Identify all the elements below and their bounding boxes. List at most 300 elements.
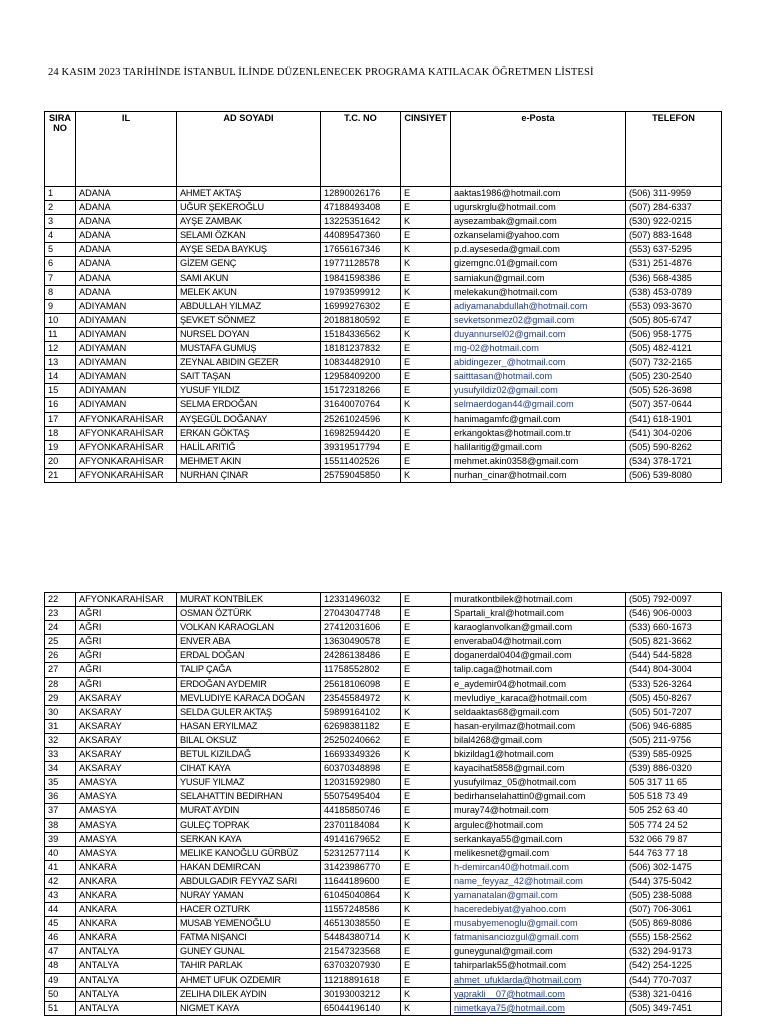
- tc-no-cell: 11644189600: [321, 874, 401, 888]
- tc-no-cell: 18181237832: [321, 342, 401, 356]
- telefon-cell: 505 518 73 49: [626, 790, 722, 804]
- tc-no-cell: 60370348898: [321, 762, 401, 776]
- il-cell: AMASYA: [76, 832, 177, 846]
- table-row: [45, 593, 722, 607]
- cinsiyet-cell: E: [401, 593, 451, 607]
- sira-no-cell: 17: [45, 412, 76, 426]
- table-row: [45, 888, 722, 902]
- tc-no-cell: 25261024596: [321, 412, 401, 426]
- il-cell: ANTALYA: [76, 987, 177, 1001]
- telefon-cell: (541) 304-0206: [626, 426, 722, 440]
- header-sira-no: SIRA NO: [45, 112, 76, 187]
- table-row: [45, 677, 722, 691]
- il-cell: AĞRI: [76, 621, 177, 635]
- email-cell: serkankaya55@gmail.com: [451, 832, 626, 846]
- table-row: [45, 719, 722, 733]
- cinsiyet-cell: E: [401, 229, 451, 243]
- tc-no-cell: 31640070764: [321, 398, 401, 412]
- telefon-cell: (505) 501-7207: [626, 705, 722, 719]
- email-cell: yusufyilmaz_05@hotmail.com: [451, 776, 626, 790]
- il-cell: AKSARAY: [76, 748, 177, 762]
- header-telefon: TELEFON: [626, 112, 722, 187]
- telefon-cell: (505) 349-7451: [626, 1001, 722, 1015]
- cinsiyet-cell: E: [401, 426, 451, 440]
- email-cell: tahirparlak55@hotmail.com: [451, 959, 626, 973]
- tc-no-cell: 17656167346: [321, 243, 401, 257]
- cinsiyet-cell: E: [401, 860, 451, 874]
- ad-soyadi-cell: VOLKAN KARAOGLAN: [177, 621, 321, 635]
- table-row: [45, 818, 722, 832]
- telefon-cell: (505) 230-2540: [626, 370, 722, 384]
- cinsiyet-cell: K: [401, 412, 451, 426]
- ad-soyadi-cell: NURSEL DOYAN: [177, 327, 321, 341]
- cinsiyet-cell: E: [401, 649, 451, 663]
- telefon-cell: (505) 821-3662: [626, 635, 722, 649]
- ad-soyadi-cell: ERKAN GÖKTAŞ: [177, 426, 321, 440]
- telefon-cell: (536) 568-4385: [626, 271, 722, 285]
- tc-no-cell: 15172318266: [321, 384, 401, 398]
- telefon-cell: (539) 886-0320: [626, 762, 722, 776]
- email-cell: erkangoktas@hotmail.com.tr: [451, 426, 626, 440]
- sira-no-cell: 35: [45, 776, 76, 790]
- sira-no-cell: 18: [45, 426, 76, 440]
- ad-soyadi-cell: BILAL OKSUZ: [177, 733, 321, 747]
- ad-soyadi-cell: MEVLUDIYE KARACA DOĞAN: [177, 691, 321, 705]
- cinsiyet-cell: E: [401, 762, 451, 776]
- tc-no-cell: 19793599912: [321, 285, 401, 299]
- table-row: [45, 874, 722, 888]
- email-cell[interactable]: selmaerdogan44@gmail.com: [451, 398, 626, 412]
- table-row: [45, 860, 722, 874]
- sira-no-cell: 30: [45, 705, 76, 719]
- sira-no-cell: 41: [45, 860, 76, 874]
- cinsiyet-cell: K: [401, 398, 451, 412]
- cinsiyet-cell: E: [401, 776, 451, 790]
- ad-soyadi-cell: SELAMI ÖZKAN: [177, 229, 321, 243]
- ad-soyadi-cell: AYŞE ZAMBAK: [177, 215, 321, 229]
- ad-soyadi-cell: NURHAN ÇINAR: [177, 468, 321, 482]
- sira-no-cell: 14: [45, 370, 76, 384]
- page-title: 24 KASIM 2023 TARİHİNDE İSTANBUL İLİNDE DÜZENLENECEK PROGRAMA KATILACAK ÖĞRETMEN LİSTESİ: [48, 67, 594, 78]
- il-cell: ADANA: [76, 215, 177, 229]
- table-row: [45, 187, 722, 201]
- sira-no-cell: 32: [45, 733, 76, 747]
- ad-soyadi-cell: AYŞE SEDA BAYKUŞ: [177, 243, 321, 257]
- telefon-cell: (506) 946-6885: [626, 719, 722, 733]
- email-cell[interactable]: mg-02@hotmail.com: [451, 342, 626, 356]
- email-cell[interactable]: sevketsonmez02@gmail.com: [451, 313, 626, 327]
- sira-no-cell: 21: [45, 468, 76, 482]
- table-row: [45, 903, 722, 917]
- table-row: [45, 832, 722, 846]
- ad-soyadi-cell: BETUL KIZILDAĞ: [177, 748, 321, 762]
- table-row: [45, 733, 722, 747]
- email-cell[interactable]: fatmanisanciozgul@gmail.com: [451, 931, 626, 945]
- sira-no-cell: 27: [45, 663, 76, 677]
- email-cell[interactable]: name_feyyaz_42@hotmail.com: [451, 874, 626, 888]
- cinsiyet-cell: K: [401, 215, 451, 229]
- table-row: [45, 931, 722, 945]
- email-cell[interactable]: saitttasan@hotmail.com: [451, 370, 626, 384]
- il-cell: AFYONKARAHİSAR: [76, 454, 177, 468]
- cinsiyet-cell: E: [401, 621, 451, 635]
- telefon-cell: (538) 321-0416: [626, 987, 722, 1001]
- ad-soyadi-cell: MELIKE KANOĞLU GÜRBÜZ: [177, 846, 321, 860]
- sira-no-cell: 43: [45, 888, 76, 902]
- sira-no-cell: 19: [45, 440, 76, 454]
- email-cell[interactable]: ahmet_ufuklarda@hotmail.com: [451, 973, 626, 987]
- ad-soyadi-cell: ERDOĞAN AYDEMIR: [177, 677, 321, 691]
- ad-soyadi-cell: FATMA NIŞANCI: [177, 931, 321, 945]
- il-cell: ADIYAMAN: [76, 342, 177, 356]
- ad-soyadi-cell: ŞEVKET SÖNMEZ: [177, 313, 321, 327]
- ad-soyadi-cell: MURAT AYDIN: [177, 804, 321, 818]
- tc-no-cell: 47188493408: [321, 201, 401, 215]
- table-row: [45, 257, 722, 271]
- il-cell: ANTALYA: [76, 945, 177, 959]
- table-row: [45, 215, 722, 229]
- ad-soyadi-cell: SELAHATTIN BEDIRHAN: [177, 790, 321, 804]
- sira-no-cell: 44: [45, 903, 76, 917]
- telefon-cell: (505) 869-8086: [626, 917, 722, 931]
- cinsiyet-cell: E: [401, 733, 451, 747]
- cinsiyet-cell: E: [401, 271, 451, 285]
- ad-soyadi-cell: SAIT TAŞAN: [177, 370, 321, 384]
- sira-no-cell: 10: [45, 313, 76, 327]
- email-cell: melikesnet@gmail.com: [451, 846, 626, 860]
- telefon-cell: (505) 590-8262: [626, 440, 722, 454]
- sira-no-cell: 7: [45, 271, 76, 285]
- sira-no-cell: 51: [45, 1001, 76, 1015]
- ad-soyadi-cell: NIGMET KAYA: [177, 1001, 321, 1015]
- tc-no-cell: 10834482910: [321, 356, 401, 370]
- tc-no-cell: 23545584972: [321, 691, 401, 705]
- il-cell: ADIYAMAN: [76, 327, 177, 341]
- il-cell: AFYONKARAHİSAR: [76, 468, 177, 482]
- tc-no-cell: 62698381182: [321, 719, 401, 733]
- telefon-cell: 532 066 79 87: [626, 832, 722, 846]
- ad-soyadi-cell: YUSUF YILMAZ: [177, 776, 321, 790]
- sira-no-cell: 42: [45, 874, 76, 888]
- table-row: [45, 370, 722, 384]
- cinsiyet-cell: E: [401, 187, 451, 201]
- cinsiyet-cell: E: [401, 719, 451, 733]
- telefon-cell: (533) 526-3264: [626, 677, 722, 691]
- tc-no-cell: 25618106098: [321, 677, 401, 691]
- sira-no-cell: 38: [45, 818, 76, 832]
- tc-no-cell: 61045040864: [321, 888, 401, 902]
- il-cell: AKSARAY: [76, 691, 177, 705]
- email-cell: hasan-eryilmaz@hotmail.com: [451, 719, 626, 733]
- email-cell[interactable]: abidingezer_@hotmail.com: [451, 356, 626, 370]
- tc-no-cell: 23701184084: [321, 818, 401, 832]
- sira-no-cell: 31: [45, 719, 76, 733]
- email-cell[interactable]: haceredebiyat@yahoo.com: [451, 903, 626, 917]
- telefon-cell: (539) 585-0925: [626, 748, 722, 762]
- sira-no-cell: 28: [45, 677, 76, 691]
- il-cell: ADIYAMAN: [76, 299, 177, 313]
- email-cell[interactable]: yusufyildiz02@gmail.com: [451, 384, 626, 398]
- ad-soyadi-cell: SELMA ERDOĞAN: [177, 398, 321, 412]
- cinsiyet-cell: K: [401, 285, 451, 299]
- telefon-cell: (538) 453-0789: [626, 285, 722, 299]
- telefon-cell: (506) 539-8080: [626, 468, 722, 482]
- ad-soyadi-cell: AHMET UFUK OZDEMIR: [177, 973, 321, 987]
- tc-no-cell: 52312577114: [321, 846, 401, 860]
- cinsiyet-cell: K: [401, 748, 451, 762]
- il-cell: AKSARAY: [76, 705, 177, 719]
- sira-no-cell: 2: [45, 201, 76, 215]
- tc-no-cell: 11218891618: [321, 973, 401, 987]
- table-row: [45, 790, 722, 804]
- ad-soyadi-cell: ABDULGADIR FEYYAZ SARI: [177, 874, 321, 888]
- email-cell: kayacihat5858@gmail.com: [451, 762, 626, 776]
- tc-no-cell: 21547323568: [321, 945, 401, 959]
- il-cell: ADIYAMAN: [76, 313, 177, 327]
- table-row: [45, 454, 722, 468]
- table-row: [45, 691, 722, 705]
- ad-soyadi-cell: YUSUF YILDIZ: [177, 384, 321, 398]
- teacher-table-page-2: [44, 592, 722, 1016]
- telefon-cell: (507) 357-0644: [626, 398, 722, 412]
- ad-soyadi-cell: SAMI AKUN: [177, 271, 321, 285]
- sira-no-cell: 47: [45, 945, 76, 959]
- il-cell: ADANA: [76, 285, 177, 299]
- tc-no-cell: 24286138486: [321, 649, 401, 663]
- telefon-cell: (505) 805-6747: [626, 313, 722, 327]
- sira-no-cell: 6: [45, 257, 76, 271]
- table-row: [45, 621, 722, 635]
- cinsiyet-cell: K: [401, 243, 451, 257]
- ad-soyadi-cell: MEHMET AKIN: [177, 454, 321, 468]
- email-cell: seldaaktas68@gmail.com: [451, 705, 626, 719]
- sira-no-cell: 11: [45, 327, 76, 341]
- ad-soyadi-cell: TAHIR PARLAK: [177, 959, 321, 973]
- tc-no-cell: 46513038550: [321, 917, 401, 931]
- tc-no-cell: 44185850746: [321, 804, 401, 818]
- header-cinsiyet: CINSIYET: [401, 112, 451, 187]
- email-cell: gizemgnc.01@gmail.com: [451, 257, 626, 271]
- telefon-cell: (553) 637-5295: [626, 243, 722, 257]
- email-cell: mevludiye_karaca@hotmail.com: [451, 691, 626, 705]
- email-cell: samiakun@gmail.com: [451, 271, 626, 285]
- il-cell: AKSARAY: [76, 762, 177, 776]
- email-cell: enveraba04@hotmail.com: [451, 635, 626, 649]
- cinsiyet-cell: E: [401, 874, 451, 888]
- email-cell[interactable]: yaprakli__07@hotmail.com: [451, 987, 626, 1001]
- email-cell: p.d.ayseseda@gmail.com: [451, 243, 626, 257]
- header-ad-soyadi: AD SOYADI: [177, 112, 321, 187]
- table-row: [45, 201, 722, 215]
- tc-no-cell: 16999276302: [321, 299, 401, 313]
- telefon-cell: (533) 660-1673: [626, 621, 722, 635]
- il-cell: ADIYAMAN: [76, 370, 177, 384]
- tc-no-cell: 12958409200: [321, 370, 401, 384]
- cinsiyet-cell: K: [401, 257, 451, 271]
- table-row: [45, 398, 722, 412]
- tc-no-cell: 59899164102: [321, 705, 401, 719]
- sira-no-cell: 29: [45, 691, 76, 705]
- table-row: [45, 384, 722, 398]
- cinsiyet-cell: E: [401, 454, 451, 468]
- table-row: [45, 846, 722, 860]
- email-cell: bedirhanselahattin0@gmail.com: [451, 790, 626, 804]
- il-cell: AĞRI: [76, 677, 177, 691]
- email-cell: aysezambak@gmail.com: [451, 215, 626, 229]
- cinsiyet-cell: K: [401, 468, 451, 482]
- ad-soyadi-cell: ZEYNAL ABIDIN GEZER: [177, 356, 321, 370]
- sira-no-cell: 12: [45, 342, 76, 356]
- email-cell: ozkanselami@yahoo.com: [451, 229, 626, 243]
- table-header-row: [45, 112, 722, 187]
- table-row: [45, 804, 722, 818]
- table-row: [45, 1001, 722, 1015]
- cinsiyet-cell: E: [401, 635, 451, 649]
- ad-soyadi-cell: AHMET AKTAŞ: [177, 187, 321, 201]
- telefon-cell: (507) 732-2165: [626, 356, 722, 370]
- table-row: [45, 987, 722, 1001]
- telefon-cell: (506) 958-1775: [626, 327, 722, 341]
- table-row: [45, 917, 722, 931]
- teacher-table-page-1: [44, 111, 722, 483]
- ad-soyadi-cell: NURAY YAMAN: [177, 888, 321, 902]
- il-cell: AĞRI: [76, 663, 177, 677]
- email-cell[interactable]: yamanatalan@gmail.com: [451, 888, 626, 902]
- table-row: [45, 959, 722, 973]
- tc-no-cell: 31423986770: [321, 860, 401, 874]
- table-row: [45, 468, 722, 482]
- telefon-cell: (544) 544-5828: [626, 649, 722, 663]
- table-row: [45, 426, 722, 440]
- table-row: [45, 285, 722, 299]
- sira-no-cell: 37: [45, 804, 76, 818]
- table-row: [45, 229, 722, 243]
- il-cell: AĞRI: [76, 607, 177, 621]
- sira-no-cell: 46: [45, 931, 76, 945]
- tc-no-cell: 16693349326: [321, 748, 401, 762]
- table-row: [45, 412, 722, 426]
- telefon-cell: (507) 284-6337: [626, 201, 722, 215]
- ad-soyadi-cell: SELDA GULER AKTAŞ: [177, 705, 321, 719]
- email-cell: doganerdal0404@gmail.com: [451, 649, 626, 663]
- ad-soyadi-cell: ABDULLAH YILMAZ: [177, 299, 321, 313]
- tc-no-cell: 39319517794: [321, 440, 401, 454]
- il-cell: ANKARA: [76, 917, 177, 931]
- tc-no-cell: 12031592980: [321, 776, 401, 790]
- tc-no-cell: 12890026176: [321, 187, 401, 201]
- ad-soyadi-cell: HACER OZTURK: [177, 903, 321, 917]
- email-cell[interactable]: nimetkaya75@hotmail.com: [451, 1001, 626, 1015]
- table-row: [45, 440, 722, 454]
- telefon-cell: (541) 618-1901: [626, 412, 722, 426]
- telefon-cell: (506) 302-1475: [626, 860, 722, 874]
- header-tc-no: T.C. NO: [321, 112, 401, 187]
- sira-no-cell: 50: [45, 987, 76, 1001]
- tc-no-cell: 25250240662: [321, 733, 401, 747]
- tc-no-cell: 12331496032: [321, 593, 401, 607]
- cinsiyet-cell: E: [401, 313, 451, 327]
- cinsiyet-cell: E: [401, 959, 451, 973]
- cinsiyet-cell: E: [401, 342, 451, 356]
- ad-soyadi-cell: SERKAN KAYA: [177, 832, 321, 846]
- il-cell: ADIYAMAN: [76, 398, 177, 412]
- cinsiyet-cell: K: [401, 691, 451, 705]
- telefon-cell: (505) 526-3698: [626, 384, 722, 398]
- header-il: IL: [76, 112, 177, 187]
- table-row: [45, 945, 722, 959]
- email-cell: argulec@hotmail.com: [451, 818, 626, 832]
- il-cell: AĞRI: [76, 649, 177, 663]
- sira-no-cell: 16: [45, 398, 76, 412]
- sira-no-cell: 25: [45, 635, 76, 649]
- il-cell: AMASYA: [76, 790, 177, 804]
- il-cell: ANTALYA: [76, 959, 177, 973]
- ad-soyadi-cell: OSMAN ÖZTÜRK: [177, 607, 321, 621]
- tc-no-cell: 54484380714: [321, 931, 401, 945]
- sira-no-cell: 13: [45, 356, 76, 370]
- email-cell: mehmet.akin0358@gmail.com: [451, 454, 626, 468]
- cinsiyet-cell: E: [401, 299, 451, 313]
- ad-soyadi-cell: ENVER ABA: [177, 635, 321, 649]
- telefon-cell: (531) 251-4876: [626, 257, 722, 271]
- email-cell[interactable]: duyannursel02@gmail.com: [451, 327, 626, 341]
- telefon-cell: (532) 294-9173: [626, 945, 722, 959]
- table-row: [45, 649, 722, 663]
- cinsiyet-cell: E: [401, 607, 451, 621]
- telefon-cell: 505 774 24 52: [626, 818, 722, 832]
- ad-soyadi-cell: MUSTAFA GUMUŞ: [177, 342, 321, 356]
- cinsiyet-cell: K: [401, 1001, 451, 1015]
- ad-soyadi-cell: ERDAL DOĞAN: [177, 649, 321, 663]
- cinsiyet-cell: E: [401, 790, 451, 804]
- cinsiyet-cell: E: [401, 356, 451, 370]
- ad-soyadi-cell: UĞUR ŞEKEROĞLU: [177, 201, 321, 215]
- telefon-cell: (505) 211-9756: [626, 733, 722, 747]
- telefon-cell: (544) 770-7037: [626, 973, 722, 987]
- email-cell[interactable]: h-demircan40@hotmail.com: [451, 860, 626, 874]
- email-cell: talip.caga@hotmail.com: [451, 663, 626, 677]
- il-cell: ANKARA: [76, 874, 177, 888]
- ad-soyadi-cell: GULEÇ TOPRAK: [177, 818, 321, 832]
- cinsiyet-cell: K: [401, 931, 451, 945]
- tc-no-cell: 55075495404: [321, 790, 401, 804]
- email-cell: Spartali_kral@hotmail.com: [451, 607, 626, 621]
- telefon-cell: (507) 883-1648: [626, 229, 722, 243]
- email-cell: muratkontbilek@hotmail.com: [451, 593, 626, 607]
- cinsiyet-cell: K: [401, 903, 451, 917]
- table-row: [45, 762, 722, 776]
- il-cell: ADANA: [76, 243, 177, 257]
- ad-soyadi-cell: GUNEY GUNAL: [177, 945, 321, 959]
- ad-soyadi-cell: MELEK AKUN: [177, 285, 321, 299]
- cinsiyet-cell: E: [401, 663, 451, 677]
- il-cell: AMASYA: [76, 776, 177, 790]
- email-cell[interactable]: musabyemenoglu@gmail.com: [451, 917, 626, 931]
- telefon-cell: 505 252 63 40: [626, 804, 722, 818]
- cinsiyet-cell: E: [401, 917, 451, 931]
- il-cell: AMASYA: [76, 818, 177, 832]
- telefon-cell: (506) 311-9959: [626, 187, 722, 201]
- telefon-cell: (505) 482-4121: [626, 342, 722, 356]
- il-cell: ADIYAMAN: [76, 384, 177, 398]
- cinsiyet-cell: E: [401, 945, 451, 959]
- cinsiyet-cell: E: [401, 832, 451, 846]
- table-row: [45, 313, 722, 327]
- email-cell[interactable]: adiyamanabdullah@hotmail.com: [451, 299, 626, 313]
- il-cell: AFYONKARAHİSAR: [76, 412, 177, 426]
- cinsiyet-cell: E: [401, 440, 451, 454]
- ad-soyadi-cell: HAKAN DEMIRCAN: [177, 860, 321, 874]
